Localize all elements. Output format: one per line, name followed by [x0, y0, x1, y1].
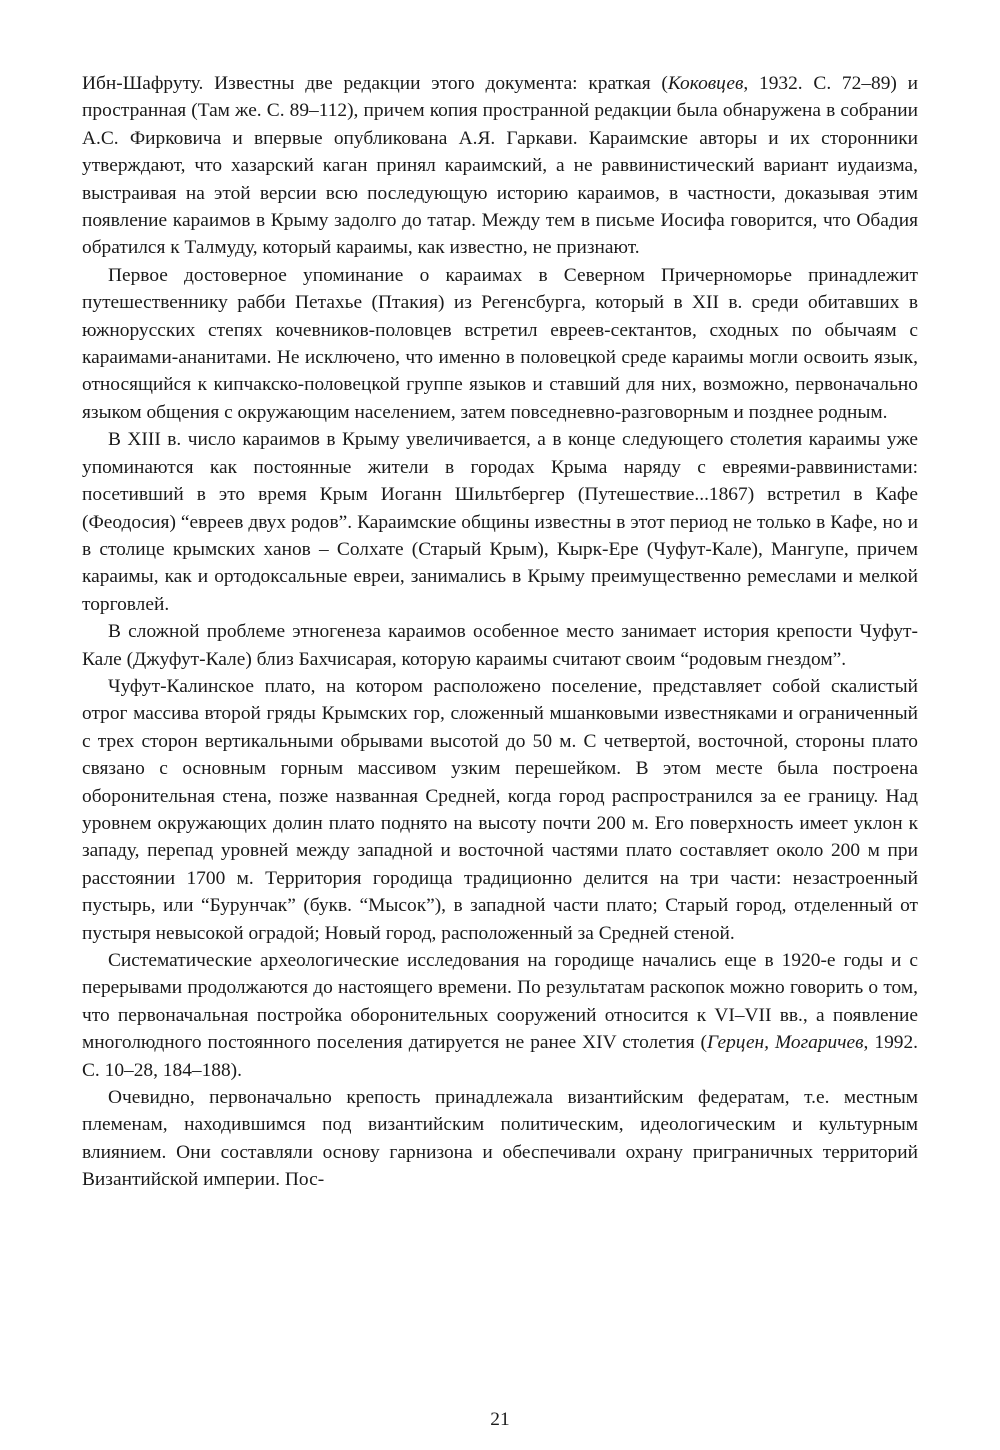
paragraph-4: [82, 618, 918, 673]
paragraph-6: [82, 947, 918, 1084]
citation-author: Герцен, Могаричев: [707, 1032, 864, 1054]
paragraph-text: , 1992. С. 10–28, 184–188).: [82, 1032, 919, 1081]
paragraph-7: [82, 1084, 918, 1194]
paragraph-text: В XIII в. число караимов в Крыму увеличивается, а в конце следующего столетия караимы уже упоминаются как постоянные жители в городах Крыма наряду с евреями-раввинистами: посетивший в это время Крым Иоганн Шильтбергер (Путешествие...1867) встретил в Кафе (Феодосия) “евреев двух родов”. Караимские общины известны в этот период не только в Кафе, но и в столице крымских ханов – Солхате (Старый Крым), Кырк-Ере (Чуфут-Кале), Мангупе, причем караимы, как и ортодоксальные евреи, занимались в Крыму преимущественно ремеслами и мелкой торговлей.: [82, 429, 918, 615]
paragraph-5: [82, 673, 918, 947]
citation-author: Коковцев: [667, 73, 744, 94]
paragraph-text: Очевидно, первоначально крепость принадлежала византийским федератам, т.е. местным племенам, находившимся под византийским политическим, идеологическим и культурным влиянием. Они составляли основу гарнизона и обеспечивали охрану приграничных территорий Византийской империи. Пос-: [82, 1087, 918, 1191]
paragraph-text: Первое достоверное упоминание о караимах в Северном Причерноморье принадлежит путешественнику рабби Петахье (Птакия) из Регенсбурга, который в XII в. среди обитавших в южнорусских степях кочевников-половцев встретил евреев-сектантов, сходных по обычаям с караимами-ананитами. Не исключено, что именно в половецкой среде караимы могли освоить язык, относящийся к кипчакско-половецкой группе языков и ставший для них, возможно, первоначально языком общения с окружающим населением, затем повседневно-разговорным и позднее родным.: [82, 264, 918, 423]
paragraph-text: , 1932. С. 72–89) и пространная (Там же. С. 89–112), причем копия пространной редакции была обнаружена в собрании А.С. Фирковича и впервые опубликована А.Я. Гаркави. Караимские авторы и их сторонники утверждают, что хазарский каган принял караимский, а не раввинистический вариант иудаизма, выстраивая на этой версии всю последующую историю караимов, в частности, доказывая этим появление караимов в Крыму задолго до татар. Между тем в письме Иосифа говорится, что Обадия обратился к Талмуду, который караимы, как известно, не признают.: [82, 73, 919, 259]
paragraph-text: В сложной проблеме этногенеза караимов особенное место занимает история крепости Чуфут-Кале (Джуфут-Кале) близ Бахчисарая, которую караимы считают своим “родовым гнездом”.: [82, 621, 918, 670]
paragraph-text: Систематические археологические исследования на городище начались еще в 1920-е годы и с перерывами продолжаются до настоящего времени. По результатам раскопок можно говорить о том, что первоначальная постройка оборонительных сооружений относится к VI–VII вв., а появление многолюдного постоянного поселения датируется не ранее XIV столетия (: [82, 950, 918, 1054]
paragraph-text: Ибн-Шафруту. Известны две редакции этого документа: краткая (: [82, 73, 668, 94]
page-number: 21: [490, 1409, 510, 1430]
paragraph-text: Чуфут-Калинское плато, на котором расположено поселение, представляет собой скалистый отрог массива второй гряды Крымских гор, сложенный мшанковыми известняками и ограниченный с трех сторон вертикальными обрывами высотой до 50 м. С четвертой, восточной, стороны плато связано с основным горным массивом узким перешейком. В этом месте была построена оборонительная стена, позже названная Средней, когда город распространился за ее границу. Над уровнем окружающих долин плато поднято на высоту почти 200 м. Его поверхность имеет уклон к западу, перепад уровней между западной и восточной частями плато составляет около 200 м при расстоянии 1700 м. Территория городища традиционно делится на три части: незастроенный пустырь, или “Бурунчак” (букв. “Мысок”), в западной части плато; Старый город, отделенный от пустыря невысокой оградой; Новый город, расположенный за Средней стеной.: [82, 675, 918, 944]
paragraph-3: [82, 426, 918, 618]
paragraph-1: [82, 70, 918, 262]
paragraph-2: [82, 262, 918, 426]
page-body: [82, 70, 918, 1194]
